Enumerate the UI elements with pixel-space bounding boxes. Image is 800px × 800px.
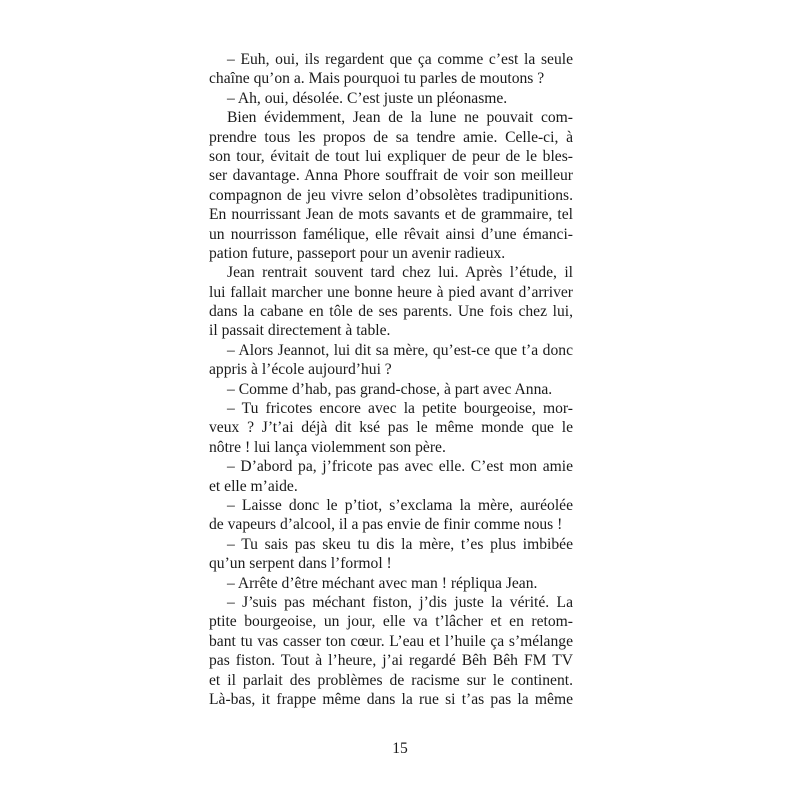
text-line: – Tu sais pas skeu tu dis la mère, t’es plus imbibée <box>227 535 573 553</box>
text-line: Bien évidemment, Jean de la lune ne pouvait com- <box>227 109 573 127</box>
text-line: – Tu fricotes encore avec la petite bourgeoise, mor- <box>227 400 573 418</box>
text-line: bant tu vas casser ton cœur. L’eau et l’huile ça s’mélange <box>209 632 573 650</box>
text-line: pas fiston. Tout à l’heure, j’ai regardé Bêh Bêh FM TV <box>209 652 573 670</box>
text-line: ser davantage. Anna Phore souffrait de voir son meilleur <box>209 167 573 185</box>
text-line: et elle m’aide. <box>209 477 298 495</box>
text-line: – Ah, oui, désolée. C’est juste un pléonasme. <box>227 89 508 107</box>
text-line: – Alors Jeannot, lui dit sa mère, qu’est-ce que t’a donc <box>227 341 573 359</box>
text-line: Jean rentrait souvent tard chez lui. Après l’étude, il <box>227 264 573 282</box>
text-line: prendre tous les propos de sa tendre amie. Celle-ci, à <box>209 128 573 146</box>
text-line: qu’un serpent dans l’formol ! <box>209 555 392 573</box>
text-line: compagnon de jeu vivre selon d’obsolètes tradipunitions. <box>209 186 573 204</box>
text-line: – D’abord pa, j’fricote pas avec elle. C’est mon amie <box>227 458 573 476</box>
text-line: dans la cabane en tôle de ses parents. Une fois chez lui, <box>209 303 573 321</box>
text-line: – Laisse donc le p’tiot, s’exclama la mère, auréolée <box>227 496 573 514</box>
text-line: – Euh, oui, ils regardent que ça comme c’est la seule <box>227 51 573 68</box>
text-line: un nourrisson famélique, elle rêvait ainsi d’une émanci- <box>209 225 573 243</box>
text-line: pation future, passeport pour un avenir radieux. <box>209 244 506 262</box>
text-line: et il parlait des problèmes de racisme sur le continent. <box>209 671 573 689</box>
page-number: 15 <box>392 740 408 757</box>
text-line: En nourrissant Jean de mots savants et de grammaire, tel <box>209 206 573 224</box>
text-line: chaîne qu’on a. Mais pourquoi tu parles de moutons ? <box>209 70 545 88</box>
text-line: son tour, évitait de tout lui expliquer de peur de le bles- <box>209 147 573 165</box>
text-line: de vapeurs d’alcool, il a pas envie de finir comme nous ! <box>209 516 563 534</box>
text-line: ptite bourgeoise, un jour, elle va t’lâcher et en retom- <box>209 613 573 631</box>
text-line: – J’suis pas méchant fiston, j’dis juste la vérité. La <box>227 593 573 611</box>
text-line: – Comme d’hab, pas grand-chose, à part avec Anna. <box>227 380 553 398</box>
body-text <box>209 50 573 709</box>
text-line: nôtre ! lui lança violemment son père. <box>209 438 446 456</box>
text-line: appris à l’école aujourd’hui ? <box>209 361 392 379</box>
text-line: lui fallait marcher une bonne heure à pied avant d’arriver <box>209 283 573 301</box>
text-line: il passait directement à table. <box>209 322 391 340</box>
text-line: Là-bas, it frappe même dans la rue si t’as pas la même <box>209 690 573 708</box>
text-line: veux ? J’t’ai déjà dit ksé pas le même monde que le <box>209 419 573 437</box>
text-line: – Arrête d’être méchant avec man ! répliqua Jean. <box>227 574 538 592</box>
